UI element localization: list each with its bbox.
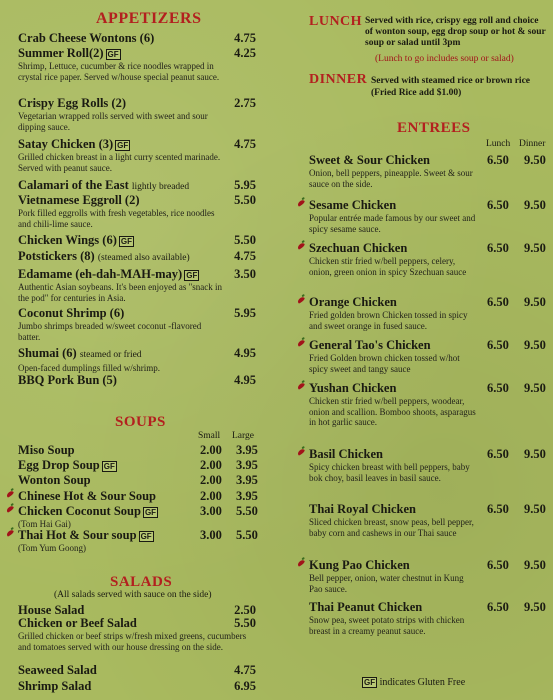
appetizer-name: [18, 31, 262, 45]
entree-label: Yushan Chicken: [309, 381, 397, 395]
entree-item: [309, 502, 549, 538]
chili-pepper-icon: [6, 490, 15, 498]
salads-note: (All salads served with sauce on the side): [54, 590, 212, 600]
entree-price-lunch: 6.50: [487, 338, 509, 352]
salad-price: 6.95: [234, 679, 256, 693]
entree-price-dinner: 9.50: [524, 153, 546, 167]
entree-price-dinner: 9.50: [524, 295, 546, 309]
entree-price-dinner: 9.50: [524, 198, 546, 212]
soup-price-large: 3.95: [236, 489, 258, 503]
soup-price-large: 3.95: [236, 443, 258, 457]
entree-price-lunch: 6.50: [487, 381, 509, 395]
appetizer-label: Vietnamese Eggroll (2): [18, 193, 140, 207]
chili-pepper-icon: [297, 448, 306, 456]
dinner-text: Served with steamed rice or brown rice: [371, 76, 530, 86]
dinner-title: DINNER: [309, 72, 368, 87]
appetizer-description: Open-faced dumplings filled w/shrimp.: [18, 363, 160, 373]
salad-price: 5.50: [234, 616, 256, 630]
entree-label: Kung Pao Chicken: [309, 558, 410, 572]
entree-label: Szechuan Chicken: [309, 241, 408, 255]
soup-name: [18, 443, 262, 457]
entree-price-lunch: 6.50: [487, 295, 509, 309]
appetizer-name: [18, 373, 262, 387]
appetizer-price: 5.50: [234, 233, 256, 247]
dinner-subnote: (Fried Rice add $1.00): [371, 88, 462, 98]
entree-price-dinner: 9.50: [524, 502, 546, 516]
gf-badge: GF: [107, 49, 119, 59]
appetizer-item: [18, 193, 262, 229]
salad-item: [18, 603, 262, 617]
entree-item: [309, 295, 549, 331]
entree-item: [309, 447, 549, 483]
entree-item: [309, 381, 549, 428]
entree-price-dinner: 9.50: [524, 600, 546, 614]
entree-item: [309, 338, 549, 374]
appetizer-price: 5.95: [234, 178, 256, 192]
appetizer-label: Coconut Shrimp (6): [18, 306, 125, 320]
chili-pepper-icon: [6, 529, 15, 537]
appetizer-item: [18, 267, 262, 303]
entree-name: [309, 600, 549, 614]
appetizer-price: 4.95: [234, 373, 256, 387]
appetizer-label: Shumai (6): [18, 346, 77, 360]
entree-price-dinner: 9.50: [524, 381, 546, 395]
appetizer-price: 4.25: [234, 46, 256, 60]
salad-label: Shrimp Salad: [18, 679, 92, 693]
entree-price-lunch: 6.50: [487, 198, 509, 212]
entree-price-dinner: 9.50: [524, 558, 546, 572]
chili-pepper-icon: [297, 382, 306, 390]
appetizer-label: Edamame (eh-dah-MAH-may): [18, 267, 183, 281]
entree-label: Sweet & Sour Chicken: [309, 153, 430, 167]
appetizer-description: Vegetarian wrapped rolls served with sweet and sour dipping sauce.: [18, 111, 208, 132]
entree-description: Fried golden brown Chicken tossed in spicy and sweet orange in fused sauce.: [309, 310, 468, 331]
entree-price-lunch: 6.50: [487, 558, 509, 572]
soup-price-small: 2.00: [200, 443, 222, 457]
entree-price-lunch: 6.50: [487, 600, 509, 614]
entree-price-dinner: 9.50: [524, 447, 546, 461]
appetizer-price: 5.50: [234, 193, 256, 207]
appetizer-item: [18, 346, 262, 374]
entree-price-lunch: 6.50: [487, 153, 509, 167]
appetizer-name: [18, 96, 262, 110]
chili-pepper-icon: [297, 559, 306, 567]
appetizer-name: [18, 267, 262, 281]
salad-name: [18, 616, 262, 630]
salads-title: SALADS: [110, 574, 173, 590]
soup-label: Chicken Coconut Soup: [18, 504, 141, 518]
chili-pepper-icon: [297, 199, 306, 207]
entree-description: Fried Golden brown chicken tossed w/hot spicy sweet and tangy sauce: [309, 353, 460, 374]
salad-name: [18, 679, 262, 693]
soup-name: [18, 489, 262, 503]
appetizer-label: Crispy Egg Rolls (2): [18, 96, 126, 110]
gf-badge: GF: [120, 236, 132, 246]
soup-label: Miso Soup: [18, 443, 75, 457]
appetizer-name: [18, 233, 262, 247]
entree-name: [309, 241, 549, 255]
appetizer-name: [18, 178, 262, 194]
entree-name: [309, 198, 549, 212]
entree-label: Thai Peanut Chicken: [309, 600, 423, 614]
appetizer-item: [18, 137, 262, 173]
appetizer-label: Calamari of the East: [18, 178, 129, 192]
appetizer-label: Potstickers (8): [18, 249, 95, 263]
appetizer-item: [18, 46, 262, 82]
salad-price: 4.75: [234, 663, 256, 677]
gf-badge: GF: [144, 507, 157, 517]
entree-price-lunch: 6.50: [487, 502, 509, 516]
entree-item: [309, 241, 549, 277]
entree-description: Chicken stir fried w/bell peppers, woodear, onion and scallion. Bomboo shoots, asparagus in hot garlic sauce.: [309, 396, 476, 428]
appetizer-price: 4.75: [234, 137, 256, 151]
appetizer-price: 4.95: [234, 346, 256, 360]
entree-name: [309, 295, 549, 309]
appetizer-name: [18, 306, 262, 320]
lunch-text: Served with rice, crispy egg roll and choice of wonton soup, egg drop soup or hot & sour soup or salad until 3pm: [365, 16, 546, 48]
appetizer-price: 4.75: [234, 249, 256, 263]
chili-pepper-icon: [297, 242, 306, 250]
appetizer-item: [18, 306, 262, 342]
soup-price-small: 2.00: [200, 489, 222, 503]
entree-price-dinner: 9.50: [524, 241, 546, 255]
soup-label: Chinese Hot & Sour Soup: [18, 489, 156, 503]
salad-item: [18, 616, 262, 652]
salad-label: Chicken or Beef Salad: [18, 616, 137, 630]
soup-price-large: 5.50: [236, 528, 258, 542]
soup-price-small: 2.00: [200, 458, 222, 472]
gf-badge: GF: [140, 531, 152, 541]
soup-item: [18, 504, 262, 530]
appetizer-price: 2.75: [234, 96, 256, 110]
entree-name: [309, 153, 549, 167]
appetizer-label: Crab Cheese Wontons (6): [18, 31, 155, 45]
appetizer-name: [18, 346, 262, 362]
entree-item: [309, 198, 549, 234]
entree-name: [309, 338, 549, 352]
soup-price-small: 3.00: [200, 504, 222, 518]
entree-description: Snow pea, sweet potato strips with chicken breast in a creamy peanut sauce.: [309, 615, 465, 636]
soup-label: Wonton Soup: [18, 473, 91, 487]
salad-name: [18, 663, 262, 677]
soup-item: [18, 473, 262, 487]
chili-pepper-icon: [297, 296, 306, 304]
gf-badge: GF: [186, 270, 198, 280]
gf-legend-text: indicates Gluten Free: [379, 677, 466, 688]
appetizer-description: Pork filled eggrolls with fresh vegetables, rice noodles and chili-lime sauce.: [18, 208, 215, 229]
entree-description: Spicy chicken breast with bell peppers, baby bok choy, basil leaves in basil sauce.: [309, 462, 470, 483]
soups-title: SOUPS: [115, 414, 166, 430]
soup-item: [18, 528, 262, 554]
chili-pepper-icon: [6, 505, 15, 513]
gf-badge: GF: [117, 140, 129, 150]
salad-item: [18, 679, 262, 693]
entree-name: [309, 381, 549, 395]
lunch-subnote: (Lunch to go includes soup or salad): [375, 54, 514, 64]
entree-price-lunch: 6.50: [487, 447, 509, 461]
soup-subname: (Tom Yum Goong): [18, 543, 87, 553]
appetizer-item: [18, 96, 262, 132]
entree-item: [309, 153, 549, 189]
soups-col-small: Small: [198, 431, 221, 441]
entrees-title: ENTREES: [397, 120, 471, 136]
appetizer-note: (steamed also available): [97, 253, 190, 263]
salad-label: Seaweed Salad: [18, 663, 97, 677]
appetizer-item: [18, 373, 262, 387]
entree-description: Popular entrée made famous by our sweet and spicy sesame sauce.: [309, 213, 476, 234]
soup-name: [18, 458, 262, 472]
soup-item: [18, 443, 262, 457]
entree-item: [309, 600, 549, 636]
salad-name: [18, 603, 262, 617]
soup-price-small: 3.00: [200, 528, 222, 542]
entree-description: Chicken stir fried w/bell peppers, celery, onion, green onion in spicy Szechuan sauce: [309, 256, 467, 277]
appetizer-description: Jumbo shrimps breaded w/sweet coconut -flavored batter.: [18, 321, 202, 342]
appetizer-label: Chicken Wings (6): [18, 233, 117, 247]
gluten-free-legend: [360, 677, 465, 688]
entree-name: [309, 558, 549, 572]
soup-name: [18, 473, 262, 487]
appetizer-name: [18, 46, 262, 60]
soup-price-large: 3.95: [236, 458, 258, 472]
entree-description: Onion, bell peppers, pineapple. Sweet & sour sauce on the side.: [309, 168, 473, 189]
appetizer-item: [18, 249, 262, 265]
entree-price-dinner: 9.50: [524, 338, 546, 352]
lunch-title: LUNCH: [309, 14, 363, 29]
salad-label: House Salad: [18, 603, 85, 617]
entrees-col-dinner: Dinner: [519, 139, 546, 149]
soup-item: [18, 489, 262, 503]
appetizer-description: Grilled chicken breast in a light curry scented marinade. Served with peanut sauce.: [18, 152, 221, 173]
appetizer-name: [18, 249, 262, 265]
soup-price-small: 2.00: [200, 473, 222, 487]
appetizer-name: [18, 193, 262, 207]
appetizer-label: Summer Roll(2): [18, 46, 104, 60]
appetizer-price: 4.75: [234, 31, 256, 45]
entree-label: Orange Chicken: [309, 295, 397, 309]
appetizer-price: 3.50: [234, 267, 256, 281]
appetizer-item: [18, 178, 262, 194]
appetizer-item: [18, 233, 262, 247]
gf-badge: GF: [103, 461, 115, 471]
soup-price-large: 3.95: [236, 473, 258, 487]
entrees-col-lunch: Lunch: [486, 139, 511, 149]
soup-item: [18, 458, 262, 472]
gf-badge-legend: GF: [364, 678, 376, 688]
entree-description: Sliced chicken breast, snow peas, bell pepper, baby corn and cashews in our Thai sauce: [309, 517, 474, 538]
soup-subname: (Tom Hai Gai): [18, 519, 71, 529]
soup-label: Egg Drop Soup: [18, 458, 100, 472]
entree-name: [309, 502, 549, 516]
salad-price: 2.50: [234, 603, 256, 617]
appetizer-price: 5.95: [234, 306, 256, 320]
appetizer-note: lightly breaded: [131, 182, 190, 192]
entree-price-lunch: 6.50: [487, 241, 509, 255]
appetizer-label: Satay Chicken (3): [18, 137, 114, 151]
chili-pepper-icon: [297, 339, 306, 347]
entree-description: Bell pepper, onion, water chestnut in Kung Pao sauce.: [309, 573, 464, 594]
salad-description: Grilled chicken or beef strips w/fresh mixed greens, cucumbers and tomatoes served with our house dressing on the side.: [18, 631, 247, 652]
appetizers-title: APPETIZERS: [96, 10, 202, 27]
entree-label: General Tao's Chicken: [309, 338, 431, 352]
soups-col-large: Large: [232, 431, 254, 441]
entree-label: Basil Chicken: [309, 447, 383, 461]
soup-label: Thai Hot & Sour soup: [18, 528, 137, 542]
entree-label: Sesame Chicken: [309, 198, 397, 212]
entree-item: [309, 558, 549, 594]
salad-item: [18, 663, 262, 677]
appetizer-item: [18, 31, 262, 45]
appetizer-name: [18, 137, 262, 151]
entree-label: Thai Royal Chicken: [309, 502, 416, 516]
soup-price-large: 5.50: [236, 504, 258, 518]
soup-name: [18, 504, 262, 518]
entree-name: [309, 447, 549, 461]
appetizer-note: steamed or fried: [79, 350, 142, 360]
appetizer-description: Authentic Asian soybeans. It's been enjoyed as "snack in the pod" for centuries in Asia.: [18, 282, 222, 303]
appetizer-label: BBQ Pork Bun (5): [18, 373, 117, 387]
appetizer-description: Shrimp, Lettuce, cucumber & rice noodles wrapped in crystal rice paper. Served w/house special peanut sauce.: [18, 61, 220, 82]
soup-name: [18, 528, 262, 542]
